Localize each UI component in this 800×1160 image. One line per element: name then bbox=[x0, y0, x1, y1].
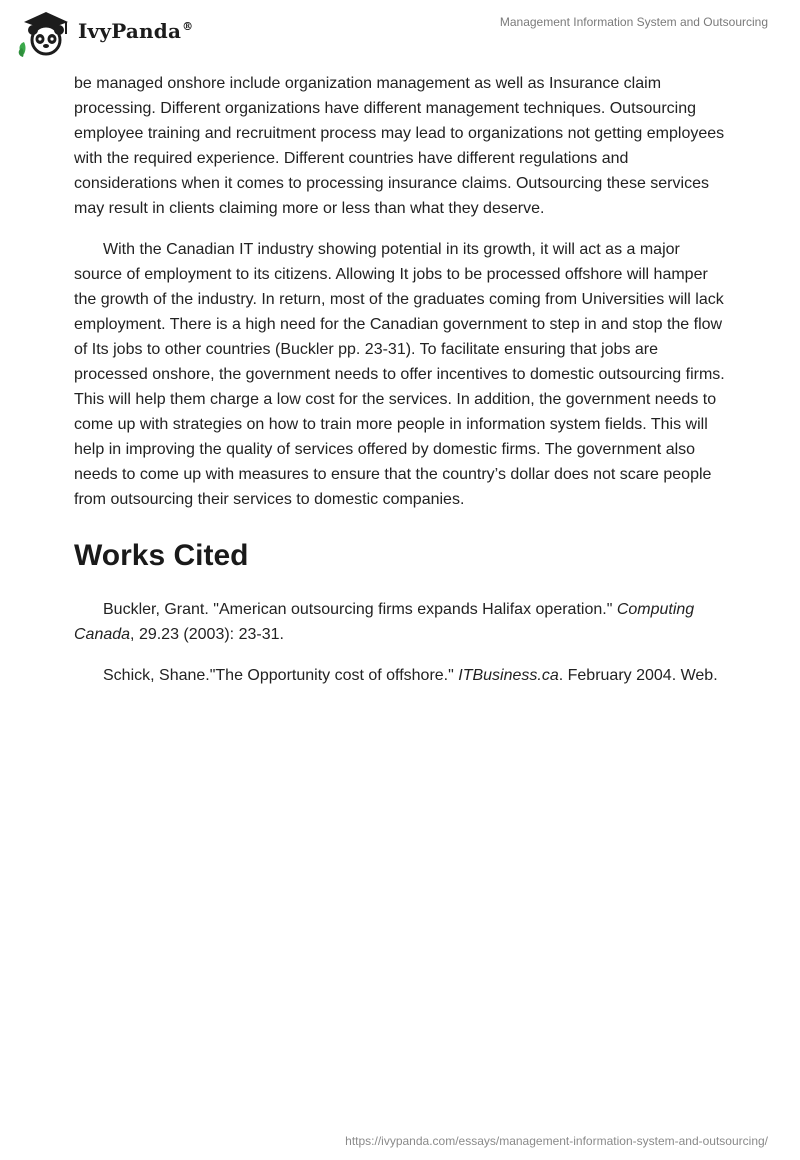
citation-entry-1 bbox=[74, 597, 726, 647]
page-header bbox=[0, 0, 800, 70]
body-paragraph-2: With the Canadian IT industry showing potential in its growth, it will act as a major source of employment to its citizens. Allowing It jobs to be processed offshore will hamper the growth of the industry. In return, most of the graduates coming from Universities will lack employment. There is a high need for the Canadian government to step in and stop the flow of Its jobs to other countries (Buckler pp. 23-31). To facilitate ensuring that jobs are processed onshore, the government needs to offer incentives to domestic outsourcing firms. This will help them charge a low cost for the services. In addition, the government needs to come up with strategies on how to train more people in information system fields. This will help in improving the quality of services offered by domestic firms. The government also needs to come up with measures to ensure that the country’s dollar does not scare people from outsourcing their services to domestic companies. bbox=[74, 241, 725, 508]
works-cited-heading: Works Cited bbox=[74, 539, 249, 572]
ivypanda-logo-icon[interactable] bbox=[16, 8, 72, 58]
citation-2-suffix: . February 2004. Web. bbox=[558, 667, 718, 684]
brand-text: IvyPanda bbox=[78, 19, 182, 43]
citation-1-source-title: Computing Canada bbox=[74, 601, 695, 643]
brand-name[interactable] bbox=[78, 19, 193, 43]
body-paragraph-1: be managed onshore include organization management as well as Insurance claim processing. Different organizations have different management techniques. Outsourcing employee training and recruitment process may lead to organizations not getting employees with the required experience. Different countries have different regulations and considerations when it comes to processing insurance claims. Outsourcing these services may result in clients claiming more or less than what they deserve. bbox=[74, 75, 725, 217]
citation-2-prefix: Schick, Shane."The Opportunity cost of offshore." bbox=[103, 667, 459, 684]
registered-mark: ® bbox=[182, 20, 194, 34]
citation-1-suffix: , 29.23 (2003): 23-31. bbox=[130, 626, 284, 643]
source-url-link[interactable]: https://ivypanda.com/essays/management-information-system-and-outsourcing/ bbox=[345, 1134, 768, 1148]
citation-entry-2 bbox=[74, 663, 726, 688]
citation-1-prefix: Buckler, Grant. "American outsourcing firms expands Halifax operation." bbox=[103, 601, 617, 618]
document-title: Management Information System and Outsourcing bbox=[499, 15, 768, 29]
citation-2-source-title: ITBusiness.ca bbox=[458, 667, 559, 684]
essay-content bbox=[74, 71, 726, 704]
